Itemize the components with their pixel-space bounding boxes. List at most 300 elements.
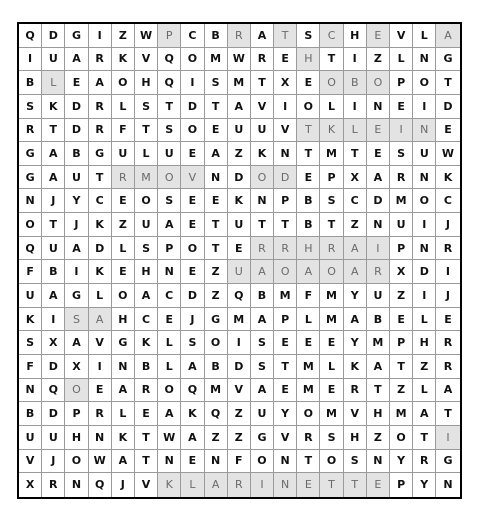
grid-cell[interactable]: B (42, 260, 65, 284)
grid-cell[interactable]: L (320, 355, 343, 379)
grid-cell[interactable]: U (367, 284, 390, 308)
grid-cell[interactable]: F (19, 355, 42, 379)
grid-cell[interactable]: Z (205, 284, 228, 308)
grid-cell[interactable]: Z (344, 213, 367, 237)
grid-cell[interactable]: S (320, 189, 343, 213)
grid-cell[interactable]: B (297, 189, 320, 213)
grid-cell[interactable]: Z (390, 284, 413, 308)
grid-cell[interactable]: D (181, 284, 204, 308)
grid-cell[interactable]: O (367, 71, 390, 95)
grid-cell[interactable]: I (251, 473, 274, 497)
grid-cell[interactable]: T (274, 24, 297, 48)
grid-cell[interactable]: J (42, 450, 65, 474)
grid-cell[interactable]: D (228, 166, 251, 190)
grid-cell[interactable]: E (367, 473, 390, 497)
grid-cell[interactable]: V (135, 48, 158, 72)
grid-cell[interactable]: D (65, 95, 88, 119)
grid-cell[interactable]: M (297, 355, 320, 379)
grid-cell[interactable]: B (135, 355, 158, 379)
grid-cell[interactable]: A (344, 308, 367, 332)
grid-cell[interactable]: P (390, 71, 413, 95)
grid-cell[interactable]: N (413, 166, 436, 190)
grid-cell[interactable]: T (42, 119, 65, 143)
grid-cell[interactable]: D (65, 119, 88, 143)
grid-cell[interactable]: X (344, 166, 367, 190)
grid-cell[interactable]: L (112, 402, 135, 426)
grid-cell[interactable]: U (42, 237, 65, 261)
grid-cell[interactable]: R (228, 473, 251, 497)
grid-cell[interactable]: R (390, 166, 413, 190)
grid-cell[interactable]: T (367, 379, 390, 403)
grid-cell[interactable]: H (344, 24, 367, 48)
grid-cell[interactable]: Q (42, 379, 65, 403)
grid-cell[interactable]: Z (112, 24, 135, 48)
grid-cell[interactable]: A (436, 24, 459, 48)
grid-cell[interactable]: Q (158, 48, 181, 72)
grid-cell[interactable]: A (42, 166, 65, 190)
grid-cell[interactable]: V (89, 331, 112, 355)
grid-cell[interactable]: U (112, 142, 135, 166)
grid-cell[interactable]: H (297, 48, 320, 72)
grid-cell[interactable]: E (181, 142, 204, 166)
grid-cell[interactable]: A (251, 24, 274, 48)
grid-cell[interactable]: H (65, 426, 88, 450)
grid-cell[interactable]: N (112, 355, 135, 379)
grid-cell[interactable]: P (390, 237, 413, 261)
grid-cell[interactable]: E (367, 119, 390, 143)
grid-cell[interactable]: T (297, 450, 320, 474)
grid-cell[interactable]: R (297, 426, 320, 450)
grid-cell[interactable]: B (19, 402, 42, 426)
grid-cell[interactable]: Z (367, 48, 390, 72)
grid-cell[interactable]: O (158, 379, 181, 403)
grid-cell[interactable]: O (65, 450, 88, 474)
grid-cell[interactable]: Y (413, 473, 436, 497)
grid-cell[interactable]: O (205, 331, 228, 355)
grid-cell[interactable]: D (42, 402, 65, 426)
grid-cell[interactable]: E (367, 24, 390, 48)
grid-cell[interactable]: S (320, 426, 343, 450)
grid-cell[interactable]: D (42, 24, 65, 48)
grid-cell[interactable]: O (297, 95, 320, 119)
grid-cell[interactable]: I (344, 48, 367, 72)
grid-cell[interactable]: O (181, 237, 204, 261)
grid-cell[interactable]: M (228, 71, 251, 95)
grid-cell[interactable]: R (274, 237, 297, 261)
grid-cell[interactable]: T (205, 237, 228, 261)
grid-cell[interactable]: R (413, 450, 436, 474)
grid-cell[interactable]: U (19, 426, 42, 450)
grid-cell[interactable]: I (413, 95, 436, 119)
grid-cell[interactable]: M (274, 284, 297, 308)
grid-cell[interactable]: G (251, 426, 274, 450)
grid-cell[interactable]: B (65, 142, 88, 166)
grid-cell[interactable]: D (274, 166, 297, 190)
grid-cell[interactable]: I (65, 260, 88, 284)
grid-cell[interactable]: G (112, 331, 135, 355)
grid-cell[interactable]: M (297, 379, 320, 403)
grid-cell[interactable]: S (158, 119, 181, 143)
grid-cell[interactable]: H (135, 260, 158, 284)
grid-cell[interactable]: O (158, 166, 181, 190)
grid-cell[interactable]: R (320, 237, 343, 261)
grid-cell[interactable]: Z (413, 355, 436, 379)
grid-cell[interactable]: O (320, 450, 343, 474)
grid-cell[interactable]: L (135, 142, 158, 166)
grid-cell[interactable]: E (181, 189, 204, 213)
grid-cell[interactable]: J (42, 189, 65, 213)
grid-cell[interactable]: E (297, 331, 320, 355)
grid-cell[interactable]: H (367, 402, 390, 426)
grid-cell[interactable]: E (89, 379, 112, 403)
grid-cell[interactable]: H (297, 237, 320, 261)
grid-cell[interactable]: S (19, 95, 42, 119)
grid-cell[interactable]: S (205, 71, 228, 95)
grid-cell[interactable]: E (390, 95, 413, 119)
grid-cell[interactable]: I (89, 355, 112, 379)
grid-cell[interactable]: U (413, 142, 436, 166)
grid-cell[interactable]: K (158, 473, 181, 497)
grid-cell[interactable]: O (19, 213, 42, 237)
grid-cell[interactable]: V (181, 166, 204, 190)
grid-cell[interactable]: L (158, 355, 181, 379)
grid-cell[interactable]: N (443, 478, 453, 492)
grid-cell[interactable]: C (181, 24, 204, 48)
grid-cell[interactable]: N (413, 119, 436, 143)
grid-cell[interactable]: L (413, 24, 436, 48)
grid-cell[interactable]: T (297, 142, 320, 166)
grid-cell[interactable]: S (390, 142, 413, 166)
grid-cell[interactable]: Z (205, 260, 228, 284)
grid-cell[interactable]: O (320, 260, 343, 284)
grid-cell[interactable]: I (89, 24, 112, 48)
grid-cell[interactable]: R (251, 48, 274, 72)
grid-cell[interactable]: E (320, 379, 343, 403)
grid-cell[interactable]: N (251, 189, 274, 213)
grid-cell[interactable]: T (436, 402, 459, 426)
grid-cell[interactable]: Q (228, 284, 251, 308)
grid-cell[interactable]: C (320, 24, 343, 48)
grid-cell[interactable]: S (297, 24, 320, 48)
grid-cell[interactable]: I (367, 237, 390, 261)
grid-cell[interactable]: S (135, 95, 158, 119)
grid-cell[interactable]: A (251, 308, 274, 332)
grid-cell[interactable]: K (112, 426, 135, 450)
grid-cell[interactable]: E (367, 142, 390, 166)
grid-cell[interactable]: V (228, 379, 251, 403)
grid-cell[interactable]: T (135, 119, 158, 143)
grid-cell[interactable]: K (181, 402, 204, 426)
grid-cell[interactable]: M (320, 284, 343, 308)
grid-cell[interactable]: A (205, 473, 228, 497)
grid-cell[interactable]: T (135, 426, 158, 450)
grid-cell[interactable]: U (158, 142, 181, 166)
grid-cell[interactable]: G (65, 284, 88, 308)
grid-cell[interactable]: N (413, 237, 436, 261)
grid-cell[interactable]: T (390, 355, 413, 379)
grid-cell[interactable]: A (89, 308, 112, 332)
grid-cell[interactable]: N (205, 166, 228, 190)
grid-cell[interactable]: P (274, 189, 297, 213)
grid-cell[interactable]: D (413, 260, 436, 284)
grid-cell[interactable]: K (42, 95, 65, 119)
grid-cell[interactable]: N (413, 48, 436, 72)
grid-cell[interactable]: A (181, 426, 204, 450)
grid-cell[interactable]: E (181, 213, 204, 237)
grid-cell[interactable]: Y (344, 284, 367, 308)
grid-cell[interactable]: K (112, 48, 135, 72)
grid-cell[interactable]: J (112, 473, 135, 497)
grid-cell[interactable]: P (390, 473, 413, 497)
grid-cell[interactable]: O (251, 166, 274, 190)
grid-cell[interactable]: M (228, 308, 251, 332)
grid-cell[interactable]: C (344, 189, 367, 213)
grid-cell[interactable]: R (19, 119, 42, 143)
grid-cell[interactable]: B (344, 71, 367, 95)
grid-cell[interactable]: D (89, 237, 112, 261)
grid-cell[interactable]: I (228, 331, 251, 355)
grid-cell[interactable]: E (112, 260, 135, 284)
grid-cell[interactable]: A (436, 379, 459, 403)
grid-cell[interactable]: V (274, 426, 297, 450)
grid-cell[interactable]: I (413, 284, 436, 308)
grid-cell[interactable]: L (112, 95, 135, 119)
grid-cell[interactable]: E (274, 331, 297, 355)
grid-cell[interactable]: U (228, 213, 251, 237)
grid-cell[interactable]: A (344, 260, 367, 284)
grid-cell[interactable]: L (112, 237, 135, 261)
grid-cell[interactable]: Z (367, 426, 390, 450)
grid-cell[interactable]: Z (228, 426, 251, 450)
grid-cell[interactable]: A (112, 450, 135, 474)
grid-cell[interactable]: O (181, 119, 204, 143)
grid-cell[interactable]: A (42, 142, 65, 166)
grid-cell[interactable]: Z (228, 402, 251, 426)
grid-cell[interactable]: E (436, 308, 459, 332)
grid-cell[interactable]: F (112, 119, 135, 143)
grid-cell[interactable]: O (320, 71, 343, 95)
grid-cell[interactable]: L (320, 95, 343, 119)
grid-cell[interactable]: O (274, 260, 297, 284)
grid-cell[interactable]: U (42, 48, 65, 72)
grid-cell[interactable]: S (135, 237, 158, 261)
grid-cell[interactable]: A (42, 284, 65, 308)
grid-cell[interactable]: N (158, 260, 181, 284)
grid-cell[interactable]: U (19, 284, 42, 308)
grid-cell[interactable]: U (135, 213, 158, 237)
grid-cell[interactable]: K (436, 166, 459, 190)
grid-cell[interactable]: A (181, 355, 204, 379)
grid-cell[interactable]: R (42, 473, 65, 497)
grid-cell[interactable]: O (112, 284, 135, 308)
grid-cell[interactable]: E (205, 189, 228, 213)
grid-cell[interactable]: U (228, 119, 251, 143)
grid-cell[interactable]: T (158, 95, 181, 119)
grid-cell[interactable]: O (65, 379, 88, 403)
grid-cell[interactable]: E (181, 260, 204, 284)
grid-cell[interactable]: N (19, 189, 42, 213)
grid-cell[interactable]: U (42, 426, 65, 450)
grid-cell[interactable]: E (112, 189, 135, 213)
grid-cell[interactable]: T (205, 213, 228, 237)
grid-cell[interactable]: Q (89, 473, 112, 497)
grid-cell[interactable]: Z (112, 213, 135, 237)
grid-cell[interactable]: T (297, 119, 320, 143)
grid-cell[interactable]: P (158, 24, 181, 48)
grid-cell[interactable]: K (89, 213, 112, 237)
grid-cell[interactable]: O (413, 71, 436, 95)
grid-cell[interactable]: P (158, 237, 181, 261)
grid-cell[interactable]: L (297, 308, 320, 332)
grid-cell[interactable]: A (413, 402, 436, 426)
grid-cell[interactable]: D (181, 95, 204, 119)
grid-cell[interactable]: A (228, 95, 251, 119)
grid-cell[interactable]: E (181, 450, 204, 474)
grid-cell[interactable]: A (112, 379, 135, 403)
grid-cell[interactable]: A (251, 379, 274, 403)
grid-cell[interactable]: K (344, 355, 367, 379)
grid-cell[interactable]: T (274, 213, 297, 237)
grid-cell[interactable]: Y (65, 189, 88, 213)
grid-cell[interactable]: Q (205, 402, 228, 426)
grid-cell[interactable]: G (436, 450, 459, 474)
grid-cell[interactable]: N (367, 450, 390, 474)
grid-cell[interactable]: E (158, 308, 181, 332)
grid-cell[interactable]: J (436, 284, 459, 308)
grid-cell[interactable]: S (251, 331, 274, 355)
grid-cell[interactable]: I (436, 260, 459, 284)
grid-cell[interactable]: Y (344, 331, 367, 355)
grid-cell[interactable]: H (112, 308, 135, 332)
grid-cell[interactable]: X (42, 331, 65, 355)
grid-cell[interactable]: R (112, 166, 135, 190)
grid-cell[interactable]: O (297, 402, 320, 426)
grid-cell[interactable]: A (344, 237, 367, 261)
grid-cell[interactable]: X (274, 71, 297, 95)
grid-cell[interactable]: B (251, 284, 274, 308)
grid-cell[interactable]: B (297, 213, 320, 237)
grid-cell[interactable]: K (89, 260, 112, 284)
grid-cell[interactable]: Q (158, 71, 181, 95)
grid-cell[interactable]: O (112, 71, 135, 95)
grid-cell[interactable]: S (251, 355, 274, 379)
grid-cell[interactable]: O (135, 189, 158, 213)
grid-cell[interactable]: L (413, 308, 436, 332)
grid-cell[interactable]: H (135, 71, 158, 95)
grid-cell[interactable]: K (228, 189, 251, 213)
grid-cell[interactable]: U (228, 260, 251, 284)
grid-cell[interactable]: A (135, 284, 158, 308)
grid-cell[interactable]: V (251, 95, 274, 119)
grid-cell[interactable]: R (135, 379, 158, 403)
grid-cell[interactable]: F (228, 450, 251, 474)
grid-cell[interactable]: I (181, 71, 204, 95)
grid-cell[interactable]: M (367, 331, 390, 355)
grid-cell[interactable]: E (297, 166, 320, 190)
grid-cell[interactable]: H (413, 331, 436, 355)
grid-cell[interactable]: S (19, 331, 42, 355)
grid-cell[interactable]: M (205, 48, 228, 72)
grid-cell[interactable]: M (320, 142, 343, 166)
grid-cell[interactable]: C (436, 189, 459, 213)
grid-cell[interactable]: T (135, 450, 158, 474)
grid-cell[interactable]: G (19, 166, 42, 190)
grid-cell[interactable]: W (158, 426, 181, 450)
grid-cell[interactable]: K (251, 142, 274, 166)
grid-cell[interactable]: I (274, 95, 297, 119)
grid-cell[interactable]: W (228, 48, 251, 72)
grid-cell[interactable]: V (135, 473, 158, 497)
grid-cell[interactable]: W (436, 142, 459, 166)
grid-cell[interactable]: N (274, 142, 297, 166)
grid-cell[interactable]: X (390, 260, 413, 284)
grid-cell[interactable]: E (320, 331, 343, 355)
grid-cell[interactable]: B (205, 355, 228, 379)
grid-cell[interactable]: Y (390, 450, 413, 474)
grid-cell[interactable]: N (205, 450, 228, 474)
grid-cell[interactable]: R (436, 331, 459, 355)
grid-cell[interactable]: A (158, 402, 181, 426)
grid-cell[interactable]: A (367, 166, 390, 190)
grid-cell[interactable]: F (19, 260, 42, 284)
grid-cell[interactable]: W (135, 24, 158, 48)
grid-cell[interactable]: T (344, 473, 367, 497)
grid-cell[interactable]: I (42, 308, 65, 332)
grid-cell[interactable]: T (251, 213, 274, 237)
grid-cell[interactable]: U (251, 402, 274, 426)
grid-cell[interactable]: B (19, 71, 42, 95)
grid-cell[interactable]: D (367, 189, 390, 213)
grid-cell[interactable]: E (205, 119, 228, 143)
grid-cell[interactable]: R (367, 260, 390, 284)
grid-cell[interactable]: E (65, 71, 88, 95)
grid-cell[interactable]: X (65, 355, 88, 379)
grid-cell[interactable]: A (89, 71, 112, 95)
grid-cell[interactable]: T (320, 473, 343, 497)
grid-cell[interactable]: Z (228, 142, 251, 166)
grid-cell[interactable]: T (89, 166, 112, 190)
grid-cell[interactable]: S (181, 331, 204, 355)
grid-cell[interactable]: Z (205, 426, 228, 450)
grid-cell[interactable]: M (205, 379, 228, 403)
grid-cell[interactable]: U (251, 119, 274, 143)
grid-cell[interactable]: O (413, 189, 436, 213)
grid-cell[interactable]: G (205, 308, 228, 332)
grid-cell[interactable]: A (65, 331, 88, 355)
grid-cell[interactable]: I (344, 95, 367, 119)
grid-cell[interactable]: S (65, 308, 88, 332)
grid-cell[interactable]: R (251, 237, 274, 261)
grid-cell[interactable]: E (274, 379, 297, 403)
grid-cell[interactable]: M (390, 402, 413, 426)
grid-cell[interactable]: V (344, 402, 367, 426)
grid-cell[interactable]: C (158, 284, 181, 308)
grid-cell[interactable]: N (65, 473, 88, 497)
grid-cell[interactable]: L (89, 284, 112, 308)
grid-cell[interactable]: N (274, 450, 297, 474)
grid-cell[interactable]: E (297, 473, 320, 497)
grid-cell[interactable]: A (367, 355, 390, 379)
grid-cell[interactable]: O (181, 48, 204, 72)
grid-cell[interactable]: N (89, 426, 112, 450)
grid-cell[interactable]: C (89, 189, 112, 213)
grid-cell[interactable]: I (436, 426, 459, 450)
grid-cell[interactable]: E (228, 237, 251, 261)
grid-cell[interactable]: L (42, 71, 65, 95)
grid-cell[interactable]: E (274, 48, 297, 72)
grid-cell[interactable]: D (42, 355, 65, 379)
grid-cell[interactable]: R (89, 95, 112, 119)
